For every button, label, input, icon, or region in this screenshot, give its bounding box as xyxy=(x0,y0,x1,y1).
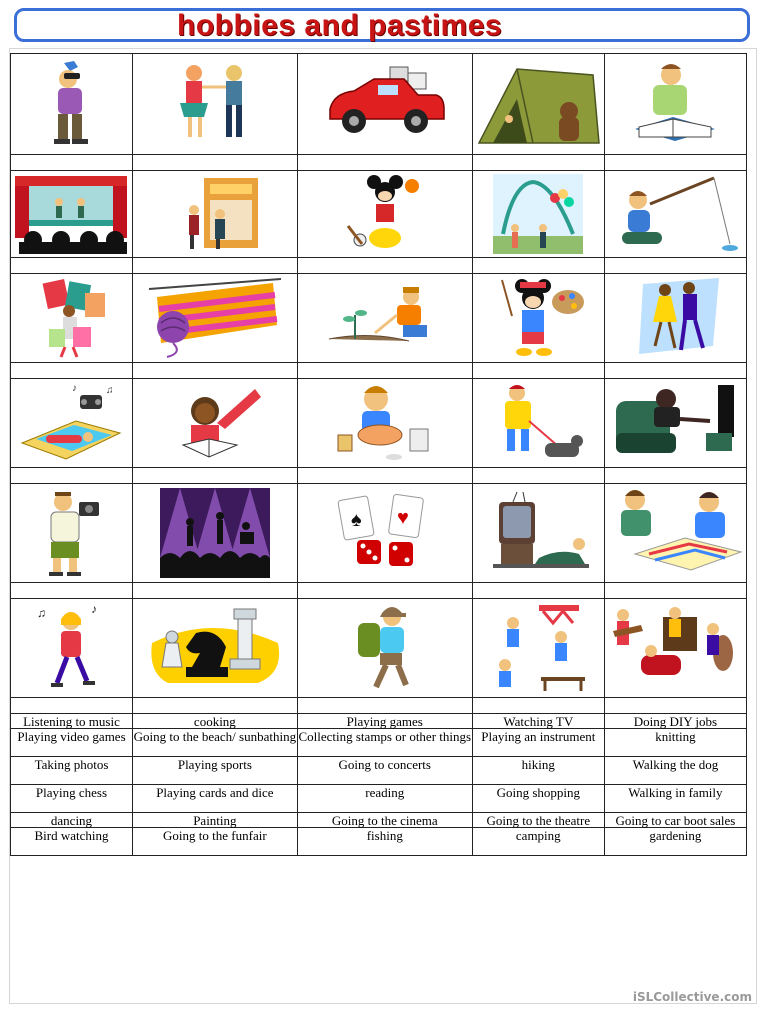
word-cell: Going to the funfair xyxy=(132,828,297,856)
word-cell: Going to the theatre xyxy=(472,813,604,828)
picture-cell xyxy=(604,171,746,258)
picture-cell xyxy=(604,54,746,155)
picture-cell xyxy=(132,274,297,363)
picture-cell xyxy=(132,171,297,258)
walking-dog-illustration xyxy=(483,381,593,465)
picture-row xyxy=(11,379,747,468)
label-row xyxy=(11,155,747,171)
picture-cell xyxy=(472,379,604,468)
page-title: hobbies and pastimes xyxy=(177,9,503,42)
svg-text:♠: ♠ xyxy=(350,509,362,531)
picture-row xyxy=(11,599,747,698)
picture-row xyxy=(11,54,747,155)
word-cell: Playing sports xyxy=(132,757,297,785)
word-cell: Bird watching xyxy=(11,828,133,856)
picture-row xyxy=(11,274,747,363)
word-cell: Going to car boot sales xyxy=(604,813,746,828)
svg-text:♫: ♫ xyxy=(37,606,47,620)
title-banner xyxy=(14,8,750,42)
dancing-couple-illustration xyxy=(625,276,725,360)
picture-cell xyxy=(297,171,472,258)
svg-text:♥: ♥ xyxy=(396,507,409,529)
girl-reading-illustration xyxy=(165,381,265,465)
picture-row xyxy=(11,484,747,583)
picture-row xyxy=(11,171,747,258)
word-cell: Playing chess xyxy=(11,785,133,813)
svg-text:♪: ♪ xyxy=(91,603,98,616)
reading-book-illustration xyxy=(615,59,735,149)
picture-cell xyxy=(297,379,472,468)
cooking-illustration xyxy=(330,381,440,465)
watching-tv-illustration xyxy=(483,488,593,578)
svg-text:♪: ♪ xyxy=(72,383,78,394)
word-cell: fishing xyxy=(297,828,472,856)
taking-photos-illustration xyxy=(31,488,111,578)
picture-cell xyxy=(11,54,133,155)
word-cell: Walking the dog xyxy=(604,757,746,785)
picture-cell xyxy=(472,274,604,363)
hobbies-table xyxy=(10,53,747,856)
word-cell: Collecting stamps or other things xyxy=(297,729,472,757)
camping-tent-illustration xyxy=(473,59,603,149)
picture-cell xyxy=(11,599,133,698)
word-cell: dancing xyxy=(11,813,133,828)
picture-cell xyxy=(132,484,297,583)
word-cell: reading xyxy=(297,785,472,813)
word-row xyxy=(11,714,747,729)
word-cell: Playing video games xyxy=(11,729,133,757)
word-cell: Playing an instrument xyxy=(472,729,604,757)
word-cell: Going to concerts xyxy=(297,757,472,785)
funfair-illustration xyxy=(493,174,583,254)
word-cell: Playing cards and dice xyxy=(132,785,297,813)
word-row xyxy=(11,785,747,813)
picture-cell xyxy=(472,484,604,583)
picture-cell xyxy=(132,379,297,468)
picture-cell xyxy=(472,54,604,155)
board-games-illustration xyxy=(605,488,745,578)
word-cell: hiking xyxy=(472,757,604,785)
label-row xyxy=(11,698,747,714)
playing-cards-illustration xyxy=(335,488,435,578)
word-row xyxy=(11,729,747,757)
word-cell: cooking xyxy=(132,714,297,729)
word-cell: Walking in family xyxy=(604,785,746,813)
video-games-illustration xyxy=(610,381,740,465)
picture-cell xyxy=(297,484,472,583)
word-cell: Playing games xyxy=(297,714,472,729)
word-cell: Watching TV xyxy=(472,714,604,729)
picture-cell xyxy=(132,54,297,155)
painting-illustration xyxy=(488,276,588,360)
picture-cell xyxy=(604,274,746,363)
word-cell: knitting xyxy=(604,729,746,757)
word-cell: Doing DIY jobs xyxy=(604,714,746,729)
dancing-illustration xyxy=(170,59,260,149)
mickey-sports-illustration xyxy=(340,174,430,254)
picture-cell xyxy=(604,484,746,583)
shopping-illustration xyxy=(21,277,121,359)
word-cell: Going shopping xyxy=(472,785,604,813)
picture-cell xyxy=(11,171,133,258)
picture-cell xyxy=(472,171,604,258)
concert-illustration xyxy=(160,488,270,578)
watermark: iSLCollective.com xyxy=(632,990,752,1004)
word-cell: Taking photos xyxy=(11,757,133,785)
playing-instruments-illustration xyxy=(605,603,745,693)
label-row xyxy=(11,583,747,599)
picture-cell xyxy=(297,599,472,698)
bird-watcher-illustration xyxy=(36,59,106,149)
theatre-illustration xyxy=(11,174,131,254)
picture-cell xyxy=(132,599,297,698)
word-row xyxy=(11,813,747,828)
word-row xyxy=(11,757,747,785)
chess-illustration xyxy=(148,603,282,693)
picture-cell xyxy=(11,484,133,583)
label-row xyxy=(11,363,747,379)
picture-cell xyxy=(11,274,133,363)
word-cell: gardening xyxy=(604,828,746,856)
picture-cell xyxy=(11,379,133,468)
sunbathing-illustration xyxy=(16,381,126,465)
knitting-illustration xyxy=(147,277,283,359)
word-cell: camping xyxy=(472,828,604,856)
word-cell: Painting xyxy=(132,813,297,828)
listening-to-music-illustration xyxy=(31,603,111,693)
word-cell: Listening to music xyxy=(11,714,133,729)
picture-cell xyxy=(297,274,472,363)
picture-cell xyxy=(604,599,746,698)
car-boot-sale-illustration xyxy=(320,59,450,149)
word-row xyxy=(11,828,747,856)
svg-text:♫: ♫ xyxy=(106,385,114,396)
word-cell: Going to the cinema xyxy=(297,813,472,828)
gardening-illustration xyxy=(325,277,445,359)
label-row xyxy=(11,468,747,484)
diy-jobs-illustration xyxy=(483,603,593,693)
cinema-illustration xyxy=(170,174,260,254)
label-row xyxy=(11,258,747,274)
word-cell: Going to the beach/ sunbathing xyxy=(132,729,297,757)
fishing-illustration xyxy=(610,174,740,254)
picture-cell xyxy=(604,379,746,468)
picture-cell xyxy=(472,599,604,698)
hiking-illustration xyxy=(340,603,430,693)
picture-cell xyxy=(297,54,472,155)
